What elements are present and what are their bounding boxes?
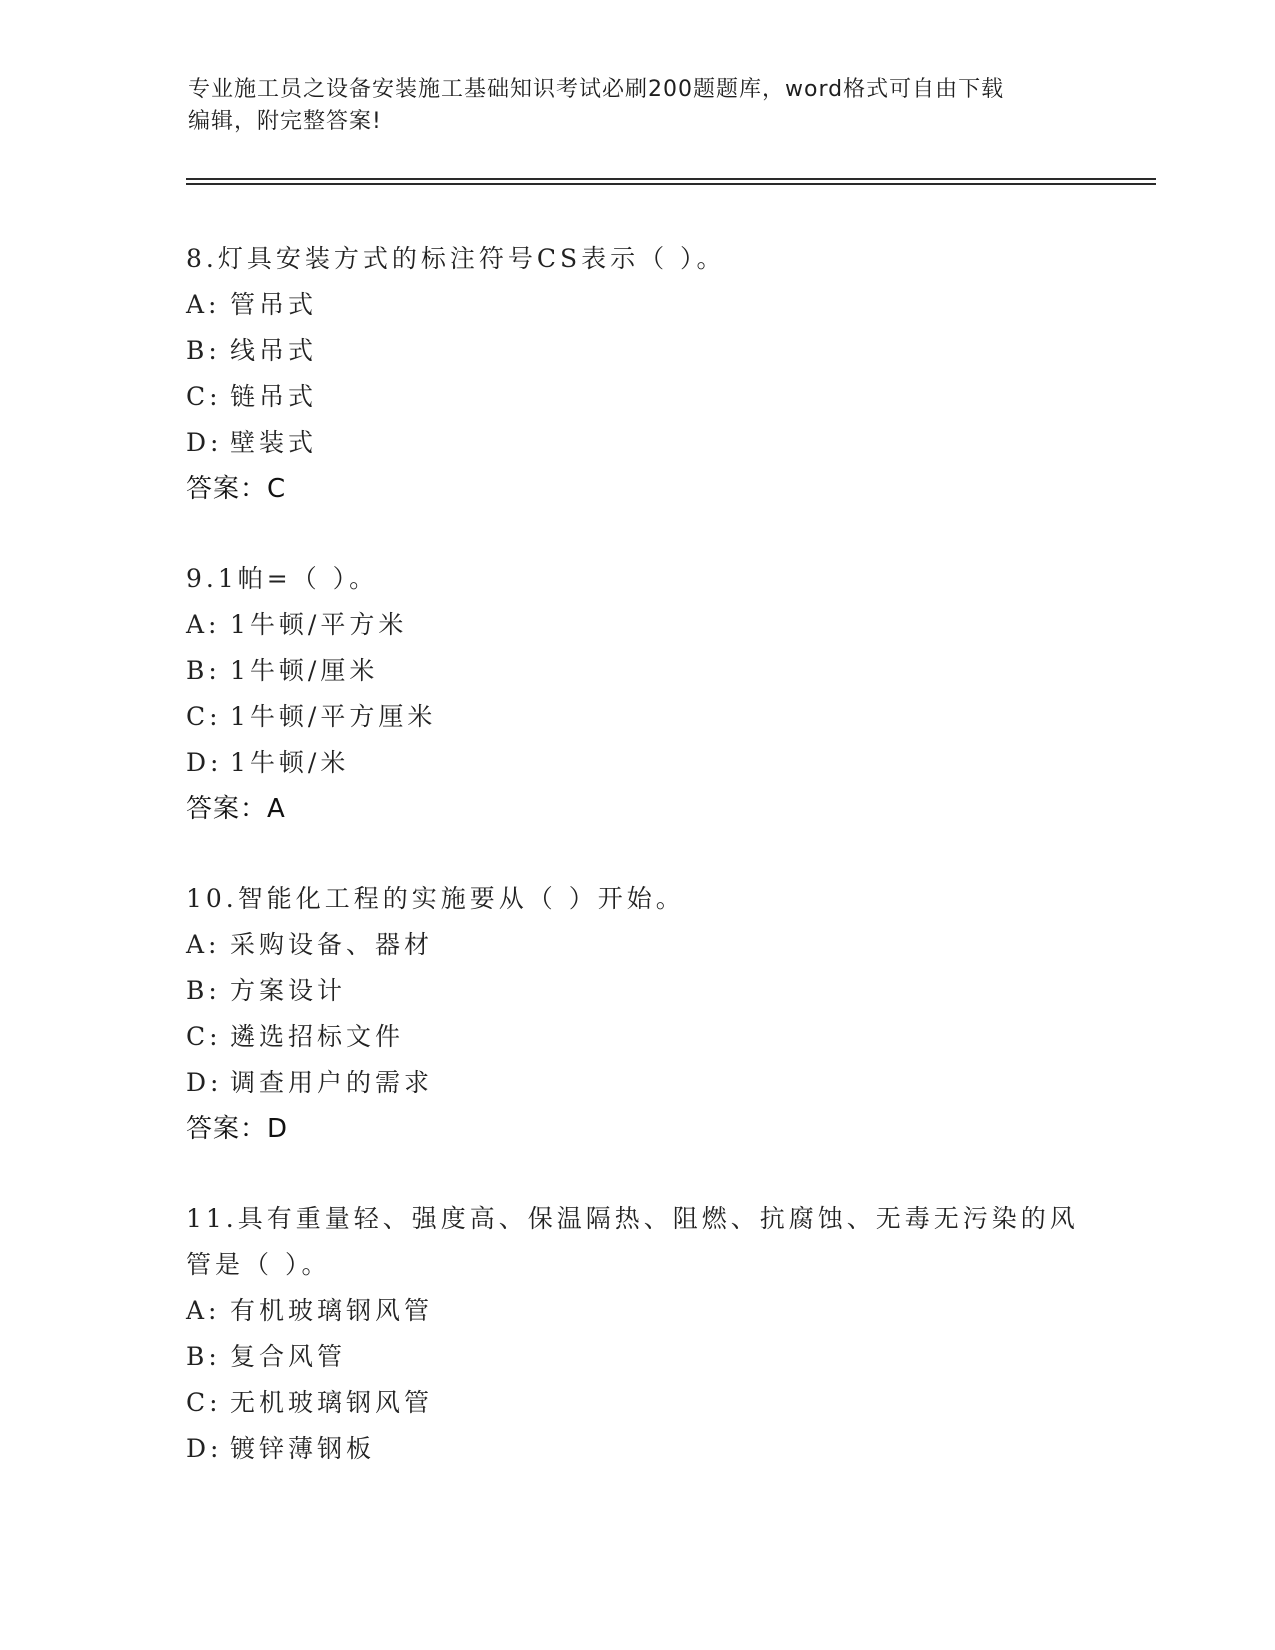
option-c bbox=[186, 1014, 1086, 1060]
question-stem: 10.智能化工程的实施要从（ ）开始。 bbox=[186, 884, 685, 913]
option-d bbox=[186, 740, 1086, 786]
option-key: D: bbox=[186, 428, 223, 457]
option-d bbox=[186, 1060, 1086, 1106]
option-a bbox=[186, 1288, 1086, 1334]
option-key: D: bbox=[186, 748, 223, 777]
option-key: C: bbox=[186, 1388, 222, 1417]
option-text: 调查用户的需求 bbox=[230, 1068, 434, 1097]
question-8 bbox=[186, 236, 1086, 512]
question-9 bbox=[186, 556, 1086, 832]
option-key: B: bbox=[186, 336, 221, 365]
option-c bbox=[186, 1380, 1086, 1426]
option-a bbox=[186, 922, 1086, 968]
option-key: D: bbox=[186, 1434, 223, 1463]
option-a bbox=[186, 282, 1086, 328]
option-text: 链吊式 bbox=[230, 382, 318, 411]
option-c bbox=[186, 374, 1086, 420]
option-text: 方案设计 bbox=[230, 976, 347, 1005]
header-title-line-1: 专业施工员之设备安装施工基础知识考试必刷200题题库，word格式可自由下载 bbox=[188, 77, 1005, 102]
document-header bbox=[188, 74, 1088, 138]
option-text: 管吊式 bbox=[230, 290, 318, 319]
option-text: 有机玻璃钢风管 bbox=[230, 1296, 434, 1325]
option-key: B: bbox=[186, 1342, 221, 1371]
option-key: C: bbox=[186, 382, 222, 411]
option-d bbox=[186, 420, 1086, 466]
answer-line: 答案：A bbox=[186, 794, 286, 824]
option-key: A: bbox=[186, 930, 221, 959]
option-text: 线吊式 bbox=[230, 336, 318, 365]
option-text: 镀锌薄钢板 bbox=[230, 1434, 376, 1463]
option-key: C: bbox=[186, 702, 222, 731]
answer-line: 答案：D bbox=[186, 1114, 289, 1144]
option-key: B: bbox=[186, 656, 221, 685]
option-text: 1牛顿/厘米 bbox=[230, 656, 379, 685]
option-text: 遴选招标文件 bbox=[230, 1022, 405, 1051]
option-key: A: bbox=[186, 290, 221, 319]
header-divider-top bbox=[186, 178, 1156, 180]
question-11 bbox=[186, 1196, 1086, 1472]
option-text: 无机玻璃钢风管 bbox=[230, 1388, 434, 1417]
option-text: 1牛顿/平方厘米 bbox=[230, 702, 437, 731]
question-list bbox=[186, 236, 1086, 1516]
question-10 bbox=[186, 876, 1086, 1152]
header-divider-bottom bbox=[186, 183, 1156, 185]
option-key: A: bbox=[186, 1296, 221, 1325]
option-c bbox=[186, 694, 1086, 740]
option-b bbox=[186, 1334, 1086, 1380]
option-text: 1牛顿/平方米 bbox=[230, 610, 408, 639]
option-a bbox=[186, 602, 1086, 648]
option-text: 采购设备、器材 bbox=[230, 930, 434, 959]
option-text: 复合风管 bbox=[230, 1342, 347, 1371]
header-title-line-2: 编辑，附完整答案! bbox=[188, 109, 382, 134]
option-b bbox=[186, 648, 1086, 694]
question-stem: 9.1帕=（ ）。 bbox=[186, 564, 379, 593]
option-key: B: bbox=[186, 976, 221, 1005]
option-key: A: bbox=[186, 610, 221, 639]
answer-line: 答案：C bbox=[186, 474, 287, 504]
option-text: 壁装式 bbox=[230, 428, 318, 457]
option-key: C: bbox=[186, 1022, 222, 1051]
question-stem: 11.具有重量轻、强度高、保温隔热、阻燃、抗腐蚀、无毒无污染的风 bbox=[186, 1204, 1079, 1233]
question-stem: 8.灯具安装方式的标注符号CS表示（ ）。 bbox=[186, 244, 726, 273]
option-b bbox=[186, 968, 1086, 1014]
option-text: 1牛顿/米 bbox=[230, 748, 350, 777]
option-d bbox=[186, 1426, 1086, 1472]
option-key: D: bbox=[186, 1068, 223, 1097]
option-b bbox=[186, 328, 1086, 374]
question-stem-continued: 管是（ ）。 bbox=[186, 1250, 331, 1279]
